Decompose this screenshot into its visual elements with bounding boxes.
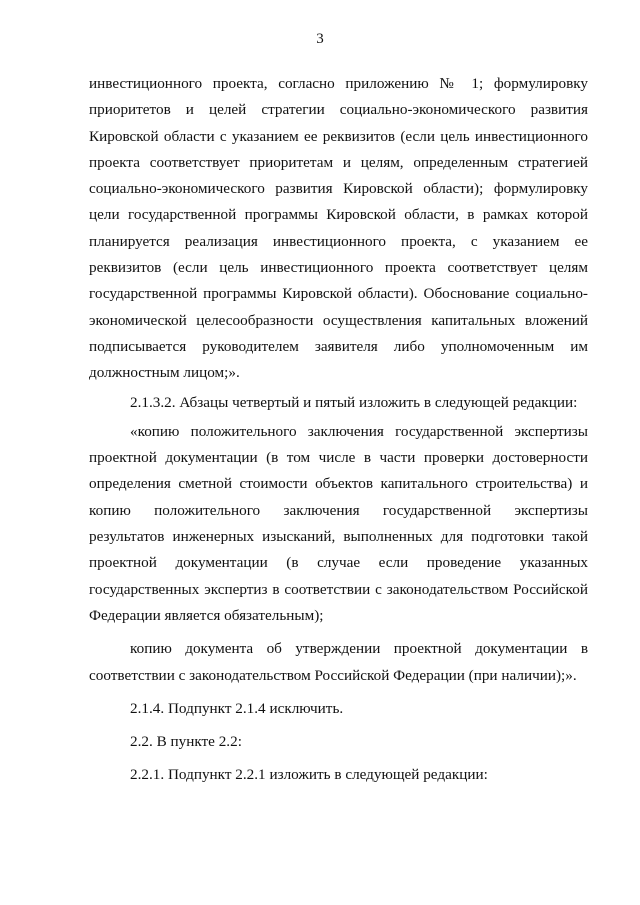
paragraph-2-1-4: 2.1.4. Подпункт 2.1.4 исключить. [130, 699, 344, 717]
document-body [89, 71, 588, 789]
page-number: 3 [316, 31, 324, 47]
paragraph-copy-expertise: «копию положительного заключения государственной экспертизы проектной документации (в том числе в части проверки достоверности определения сметной стоимости объектов капитального строительства) и копию положительного заключения государственной экспертизы результатов инженерных изысканий, выполненных для подготовки такой проектной документации (в случае если проведение указанных государственных экспертиз в соответствии с законодательством Российской Федерации является обязательным); [89, 422, 588, 624]
paragraph-continuation: инвестиционного проекта, согласно приложению № 1; формулировку приоритетов и целей стратегии социально-экономического развития Кировской области с указанием ее реквизитов (если цель инвестиционного проекта соответствует приоритетам и целям, определенным стратегией социально-экономического развития Кировской области); формулировку цели государственной программы Кировской области, в рамках которой планируется реализация инвестиционного проекта, с указанием ее реквизитов (если цель инвестиционного проекта соответствует целям государственной программы Кировской области). Обоснование социально-экономической целесообразности осуществления капитальных вложений подписывается руководителем заявителя либо уполномоченным им должностным лицом;». [89, 75, 588, 382]
paragraph-2-1-3-2: 2.1.3.2. Абзацы четвертый и пятый изложить в следующей редакции: [130, 393, 578, 411]
paragraph-copy-approval: копию документа об утверждении проектной документации в соответствии с законодательством Российской Федерации (при наличии);». [89, 640, 588, 684]
paragraph-2-2-1: 2.2.1. Подпункт 2.2.1 изложить в следующей редакции: [130, 766, 488, 784]
paragraph-2-2: 2.2. В пункте 2.2: [130, 733, 242, 751]
